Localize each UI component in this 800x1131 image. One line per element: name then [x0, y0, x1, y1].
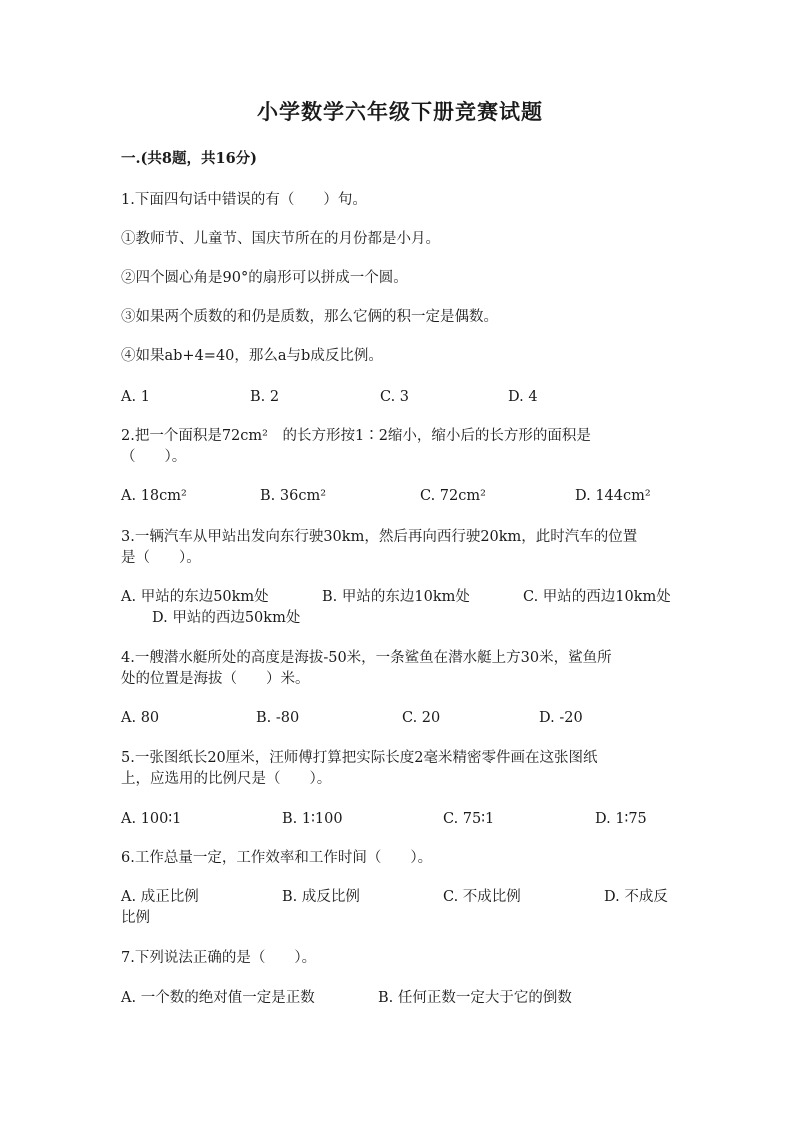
question-5-option-a: A. 100∶1 [121, 811, 182, 827]
question-6-option-c: C. 不成比例 [443, 889, 521, 905]
question-2-option-c: C. 72cm² [420, 488, 486, 504]
question-6-option-d-wrap: 比例 [121, 910, 150, 926]
question-1-statement-2: ②四个圆心角是90°的扇形可以拼成一个圆。 [121, 270, 408, 286]
question-1-statement-1: ①教师节、儿童节、国庆节所在的月份都是小月。 [121, 231, 440, 247]
question-5-option-b: B. 1∶100 [282, 811, 343, 827]
question-1-option-a: A. 1 [121, 389, 150, 405]
question-4-option-d: D. -20 [539, 710, 583, 726]
question-5-option-c: C. 75∶1 [443, 811, 495, 827]
question-2-stem-line-2: （ ）。 [121, 449, 187, 465]
question-1-statement-4: ④如果ab+4=40，那么a与b成反比例。 [121, 348, 383, 364]
question-3-option-c: C. 甲站的西边10km处 [523, 589, 671, 605]
question-3-option-b: B. 甲站的东边10km处 [322, 589, 470, 605]
question-4-option-a: A. 80 [121, 710, 160, 726]
question-6-option-b: B. 成反比例 [282, 889, 360, 905]
question-4-option-b: B. -80 [256, 710, 300, 726]
question-5-stem-line-1: 5.一张图纸长20厘米，汪师傅打算把实际长度2毫米精密零件画在这张图纸 [121, 750, 598, 766]
question-2-option-d: D. 144cm² [575, 488, 651, 504]
question-4-stem-line-2: 处的位置是海拔（ ）米。 [121, 671, 310, 687]
question-1-option-d: D. 4 [508, 389, 538, 405]
section-heading: 一.(共8题，共16分) [121, 150, 258, 167]
question-6-option-a: A. 成正比例 [121, 889, 199, 905]
question-7-option-a: A. 一个数的绝对值一定是正数 [121, 990, 315, 1006]
question-7-stem: 7.下列说法正确的是（ ）。 [121, 950, 317, 966]
question-5-stem-line-2: 上，应选用的比例尺是（ ）。 [121, 771, 332, 787]
question-1-option-c: C. 3 [380, 389, 410, 405]
question-3-option-d: D. 甲站的西边50km处 [152, 610, 301, 626]
question-5-option-d: D. 1∶75 [595, 811, 647, 827]
question-3-stem-line-2: 是（ ）。 [121, 550, 201, 566]
question-4-stem-line-1: 4.一艘潜水艇所处的高度是海拔-50米，一条鲨鱼在潜水艇上方30米，鲨鱼所 [121, 650, 612, 666]
question-2-option-b: B. 36cm² [260, 488, 327, 504]
question-6-stem: 6.工作总量一定，工作效率和工作时间（ ）。 [121, 850, 433, 866]
question-7-option-b: B. 任何正数一定大于它的倒数 [378, 990, 572, 1006]
question-3-stem-line-1: 3.一辆汽车从甲站出发向东行驶30km，然后再向西行驶20km，此时汽车的位置 [121, 529, 638, 545]
question-6-option-d: D. 不成反 [604, 889, 668, 905]
question-2-stem-line-1: 2.把一个面积是72cm² 的长方形按1∶2缩小，缩小后的长方形的面积是 [121, 428, 591, 444]
question-1-option-b: B. 2 [250, 389, 280, 405]
question-4-option-c: C. 20 [402, 710, 441, 726]
question-3-option-a: A. 甲站的东边50km处 [121, 589, 269, 605]
question-1-stem: 1.下面四句话中错误的有（ ）句。 [121, 192, 367, 208]
question-2-option-a: A. 18cm² [121, 488, 187, 504]
page-title: 小学数学六年级下册竞赛试题 [257, 99, 543, 124]
question-1-statement-3: ③如果两个质数的和仍是质数，那么它俩的积一定是偶数。 [121, 309, 498, 325]
